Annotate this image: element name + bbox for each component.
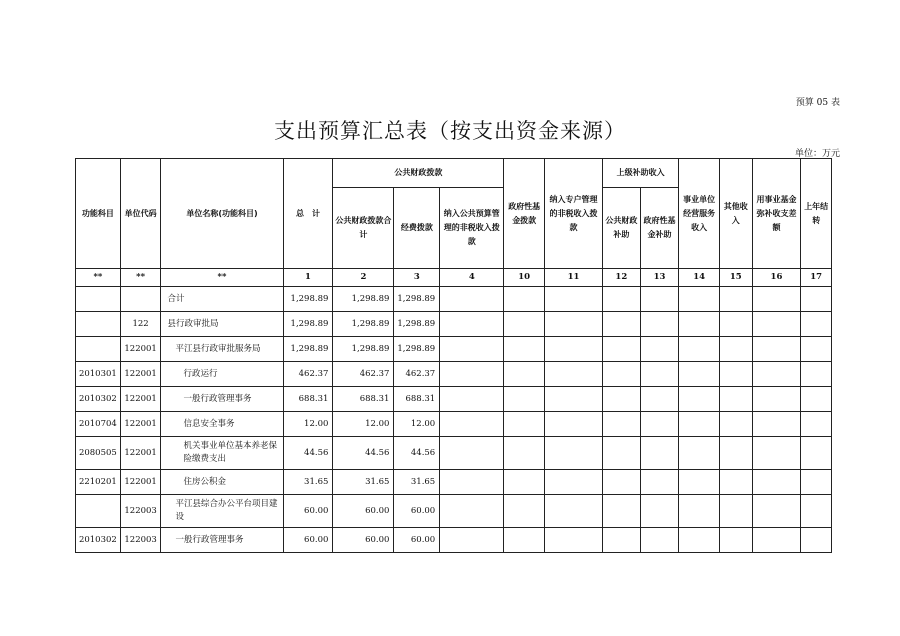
name-cell: 信息安全事务	[161, 412, 283, 437]
total-cell: 12.00	[283, 412, 333, 437]
pf-funds-cell: 1,298.89	[394, 287, 440, 312]
total-cell: 1,298.89	[283, 312, 333, 337]
index-cell: 10	[504, 269, 545, 287]
index-cell: 12	[603, 269, 641, 287]
pf-funds-cell: 688.31	[394, 387, 440, 412]
header-name: 单位名称(功能科目)	[161, 159, 283, 269]
pf-funds-cell: 1,298.89	[394, 337, 440, 362]
header-gov-fund: 政府性基金拨款	[504, 159, 545, 269]
name-cell: 行政运行	[161, 362, 283, 387]
header-superior: 上级补助收入	[603, 159, 679, 188]
pf-total-cell: 60.00	[333, 528, 394, 553]
code-cell: 122001	[120, 437, 161, 470]
total-cell: 60.00	[283, 495, 333, 528]
code-cell: 122001	[120, 387, 161, 412]
index-cell: **	[76, 269, 121, 287]
name-cell: 县行政审批局	[161, 312, 283, 337]
header-pf-funds: 经费拨款	[394, 188, 440, 269]
pf-total-cell: 44.56	[333, 437, 394, 470]
header-pf-nontax: 纳入公共预算管理的非税收入拨款	[440, 188, 504, 269]
header-carry: 上年结转	[801, 159, 832, 269]
table-row	[76, 287, 832, 312]
index-cell: **	[161, 269, 283, 287]
page-title: 支出预算汇总表（按支出资金来源）	[274, 119, 626, 143]
pf-total-cell: 688.31	[333, 387, 394, 412]
total-cell: 462.37	[283, 362, 333, 387]
table-row	[76, 387, 832, 412]
index-cell: 3	[394, 269, 440, 287]
header-sup-gov: 政府性基金补助	[640, 188, 679, 269]
index-cell: 13	[640, 269, 679, 287]
pf-funds-cell: 44.56	[394, 437, 440, 470]
total-cell: 44.56	[283, 437, 333, 470]
header-sup-public: 公共财政补助	[603, 188, 641, 269]
index-cell: 14	[679, 269, 720, 287]
pf-funds-cell: 1,298.89	[394, 312, 440, 337]
pf-total-cell: 31.65	[333, 470, 394, 495]
pf-total-cell: 1,298.89	[333, 337, 394, 362]
name-cell: 平江县综合办公平台项目建设	[161, 495, 283, 528]
index-row	[76, 269, 832, 287]
table-row	[76, 337, 832, 362]
func-cell	[76, 312, 121, 337]
total-cell: 1,298.89	[283, 287, 333, 312]
func-cell	[76, 287, 121, 312]
code-cell: 122003	[120, 528, 161, 553]
name-cell: 住房公积金	[161, 470, 283, 495]
total-cell: 1,298.89	[283, 337, 333, 362]
pf-funds-cell: 462.37	[394, 362, 440, 387]
func-cell: 2010302	[76, 387, 121, 412]
func-cell	[76, 337, 121, 362]
pf-total-cell: 12.00	[333, 412, 394, 437]
pf-funds-cell: 60.00	[394, 528, 440, 553]
name-cell: 机关事业单位基本养老保险缴费支出	[161, 437, 283, 470]
table-row	[76, 470, 832, 495]
name-cell: 一般行政管理事务	[161, 387, 283, 412]
index-cell: 17	[801, 269, 832, 287]
name-cell: 合计	[161, 287, 283, 312]
func-cell: 2010302	[76, 528, 121, 553]
header-biz-income: 事业单位经营服务收入	[679, 159, 720, 269]
code-cell: 122001	[120, 337, 161, 362]
table-row	[76, 495, 832, 528]
table-row	[76, 437, 832, 470]
header-other: 其他收入	[720, 159, 753, 269]
total-cell: 688.31	[283, 387, 333, 412]
header-public-fin: 公共财政拨款	[333, 159, 504, 188]
pf-funds-cell: 31.65	[394, 470, 440, 495]
code-cell: 122003	[120, 495, 161, 528]
pf-total-cell: 1,298.89	[333, 287, 394, 312]
code-cell: 122	[120, 312, 161, 337]
table-row	[76, 362, 832, 387]
code-cell: 122001	[120, 412, 161, 437]
index-cell: **	[120, 269, 161, 287]
name-cell: 一般行政管理事务	[161, 528, 283, 553]
index-cell: 1	[283, 269, 333, 287]
table-row	[76, 412, 832, 437]
header-special-nontax: 纳入专户管理的非税收入拨款	[545, 159, 603, 269]
header-pf-total: 公共财政拨款合计	[333, 188, 394, 269]
pf-total-cell: 60.00	[333, 495, 394, 528]
header-reserve: 用事业基金弥补收支差额	[752, 159, 801, 269]
func-cell: 2080505	[76, 437, 121, 470]
header-code: 单位代码	[120, 159, 161, 269]
code-cell	[120, 287, 161, 312]
func-cell: 2210201	[76, 470, 121, 495]
total-cell: 60.00	[283, 528, 333, 553]
func-cell: 2010704	[76, 412, 121, 437]
total-cell: 31.65	[283, 470, 333, 495]
pf-total-cell: 1,298.89	[333, 312, 394, 337]
table-row	[76, 312, 832, 337]
code-cell: 122001	[120, 362, 161, 387]
index-cell: 4	[440, 269, 504, 287]
index-cell: 11	[545, 269, 603, 287]
unit-label: 单位：万元	[794, 149, 840, 159]
budget-table	[75, 158, 832, 553]
func-cell: 2010301	[76, 362, 121, 387]
name-cell: 平江县行政审批服务局	[161, 337, 283, 362]
table-row	[76, 528, 832, 553]
form-number: 预算 05 表	[795, 98, 840, 108]
header-total: 总 计	[283, 159, 333, 269]
index-cell: 16	[752, 269, 801, 287]
func-cell	[76, 495, 121, 528]
index-cell: 2	[333, 269, 394, 287]
header-func: 功能科目	[76, 159, 121, 269]
pf-funds-cell: 12.00	[394, 412, 440, 437]
pf-funds-cell: 60.00	[394, 495, 440, 528]
pf-total-cell: 462.37	[333, 362, 394, 387]
index-cell: 15	[720, 269, 753, 287]
code-cell: 122001	[120, 470, 161, 495]
